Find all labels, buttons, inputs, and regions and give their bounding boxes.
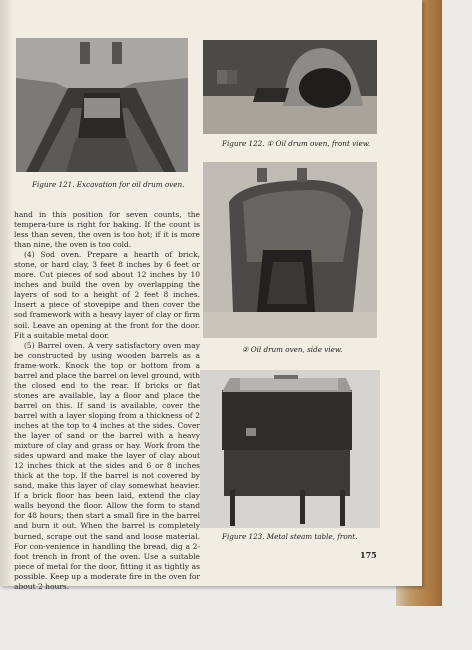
- page-number: 175: [360, 550, 377, 560]
- body-text: [14, 210, 200, 592]
- paragraph: hand in this position for seven counts, the tempera-ture is right for baking. If the count is less than seven, the oven is too hot; if it is more than nine, the oven is too cold.: [14, 210, 200, 250]
- paragraph: (4) Sod oven. Prepare a hearth of brick, stone, or hard clay, 3 feet 8 inches by 6 feet or more. Cut pieces of sod about 12 inches by 10 inches and build the oven by overlapping the layers of sod to a height of 2 feet 8 inches. Insert a piece of stovepipe and then cover the sod framework with a heavy layer of clay or firm soil. Leave an opening at the front for the door. Fit a suitable metal door.: [14, 250, 200, 340]
- paragraph: (5) Barrel oven. A very satisfactory oven may be constructed by using wooden barrels as a frame-work. Knock the top or bottom from a barrel and place the barrel on level ground, with the closed end to the rear. If bricks or flat stones are available, lay a floor and place the barrel on this. If sand is available, cover the barrel with a layer sloping from a thickness of 2 inches at the top to 4 inches at the sides. Cover the layer of sand or the barrel with a heavy mixture of clay and grass or hay. Work from the sides upward and make the layer of clay about 12 inches thick at the sides and 6 or 8 inches thick at the top. If the barrel is not covered by sand, make this layer of clay somewhat heavier. If a brick floor has been laid, extend the clay walls beyond the floor. Allow the form to stand for 48 hours; then start a small fire in the barrel and burn it out. When the barrel is completely burned, scrape out the sand and loose material. For con-venience in handling the bread, dig a 2-foot trench in front of the oven. Use a suitable piece of metal for the door, fitting it as tightly as possible. Keep up a moderate fire in the oven for about 2 hours.: [14, 340, 200, 591]
- figure-122-side-photo: [203, 162, 377, 338]
- figure-121-caption: Figure 121. Excavation for oil drum oven.: [32, 180, 185, 189]
- figure-123-photo: [200, 370, 380, 528]
- figure-122-front-photo: [203, 40, 377, 134]
- figure-122-side-caption: ② Oil drum oven, side view.: [242, 345, 343, 354]
- figure-123-caption: Figure 123. Metal steam table, front.: [222, 532, 358, 541]
- figure-121-photo: [16, 38, 188, 172]
- figure-122-front-caption: Figure 122. ① Oil drum oven, front view.: [222, 139, 371, 148]
